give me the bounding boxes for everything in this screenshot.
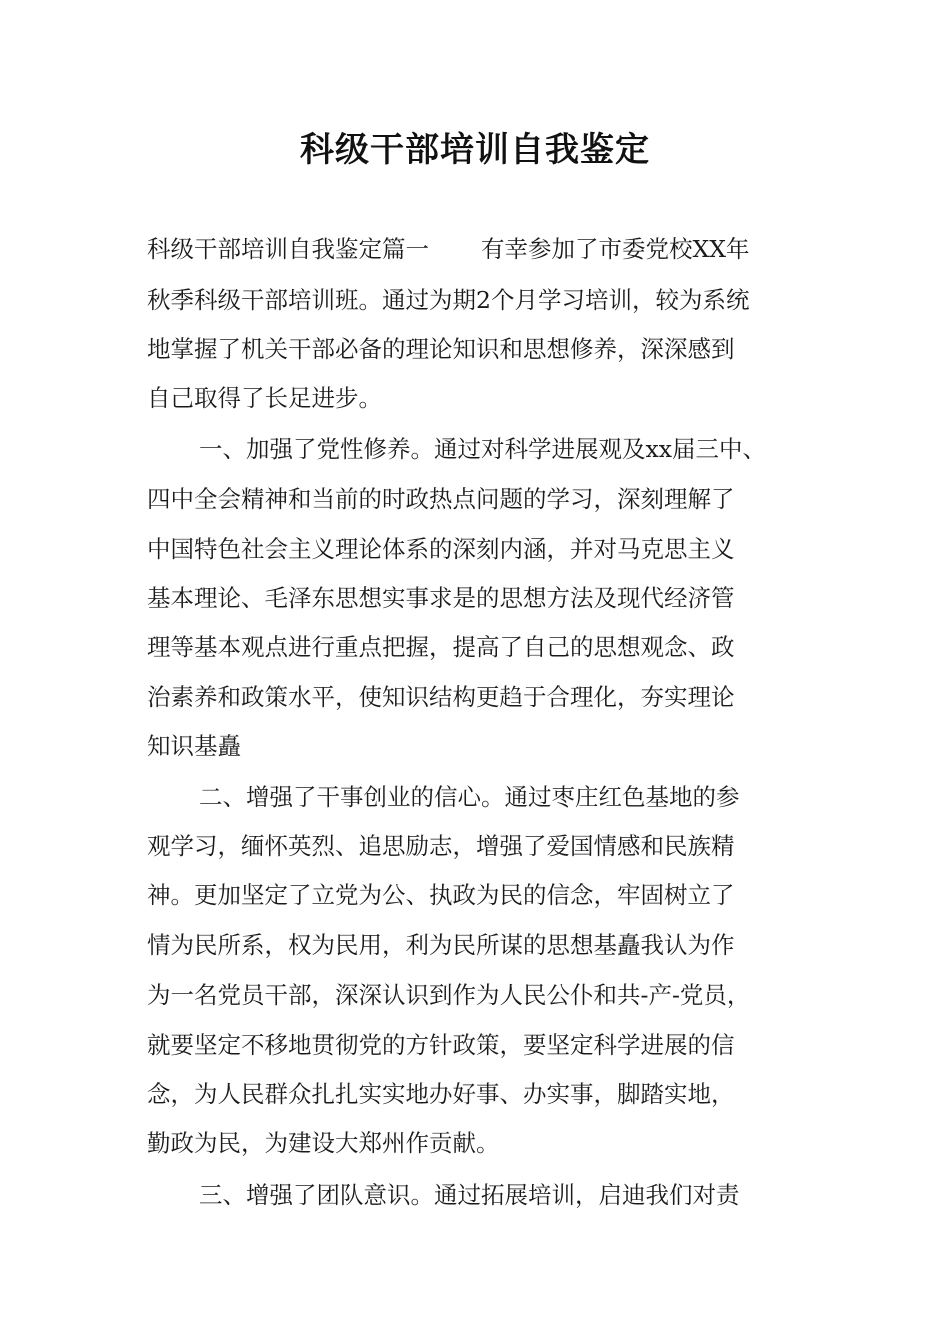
body-line: 勤政为民，为建设大郑州作贡献。	[147, 1129, 500, 1157]
body-line: 神。更加坚定了立党为公、执政为民的信念，牢固树立了	[147, 881, 735, 909]
body-line: 一、加强了党性修养。通过对科学进展观及xx届三中、	[199, 435, 767, 463]
body-line: 自己取得了长足进步。	[147, 384, 382, 412]
body-line: 为一名党员干部，深深认识到作为人民公仆和共-产-党员，	[147, 981, 751, 1009]
body-line: 理等基本观点进行重点把握，提高了自己的思想观念、政	[147, 633, 735, 661]
body-line: 三、增强了团队意识。通过拓展培训，启迪我们对责	[199, 1181, 740, 1209]
section-heading: 科级干部培训自我鉴定篇一	[147, 235, 429, 263]
body-line: 二、增强了干事创业的信心。通过枣庄红色基地的参	[199, 783, 740, 811]
body-line: 基本理论、毛泽东思想实事求是的思想方法及现代经济管	[147, 584, 735, 612]
body-line	[147, 234, 749, 264]
body-line: 秋季科级干部培训班。通过为期2个月学习培训，较为系统	[147, 286, 750, 314]
body-line: 四中全会精神和当前的时政热点问题的学习，深刻理解了	[147, 485, 735, 513]
body-line: 知识基矗	[147, 732, 241, 760]
body-line: 观学习，缅怀英烈、追思励志，增强了爱国情感和民族精	[147, 832, 735, 860]
body-line: 念，为人民群众扎扎实实地办好事、办实事，脚踏实地，	[147, 1080, 735, 1108]
body-line: 地掌握了机关干部必备的理论知识和思想修养，深深感到	[147, 335, 735, 363]
document-title: 科级干部培训自我鉴定	[300, 130, 650, 170]
body-line: 治素养和政策水平，使知识结构更趋于合理化，夯实理论	[147, 683, 735, 711]
paragraph-text: 有幸参加了市委党校XX年	[481, 235, 750, 263]
body-line: 情为民所系，权为民用，利为民所谋的思想基矗我认为作	[147, 931, 735, 959]
body-line: 中国特色社会主义理论体系的深刻内涵，并对马克思主义	[147, 535, 735, 563]
body-line: 就要坚定不移地贯彻党的方针政策，要坚定科学进展的信	[147, 1031, 735, 1059]
